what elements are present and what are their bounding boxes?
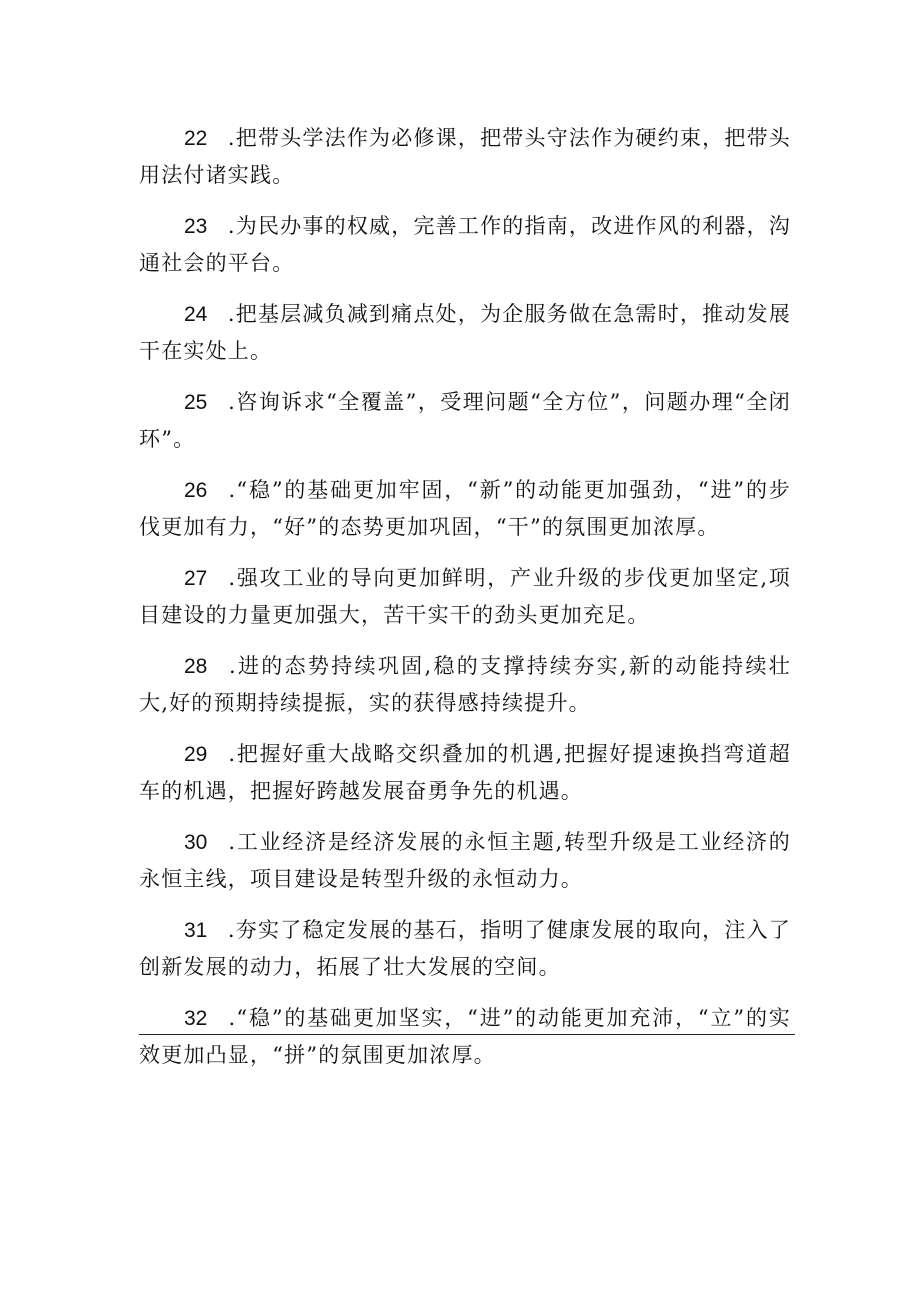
item-text: .进的态势持续巩固,稳的支撑持续夯实,新的动能持续壮大,好的预期持续提振，实的获得感持续提升。 bbox=[139, 654, 791, 715]
numbered-list bbox=[139, 120, 791, 1088]
list-item bbox=[139, 736, 791, 809]
item-text: .“稳”的基础更加牢固，“新”的动能更加强劲，“进”的步伐更加有力，“好”的态势更加巩固，“干”的氛围更加浓厚。 bbox=[139, 478, 791, 539]
item-number: 23 bbox=[184, 215, 208, 238]
list-item bbox=[139, 120, 791, 193]
item-number: 29 bbox=[184, 743, 208, 766]
item-text: .夯实了稳定发展的基石，指明了健康发展的取向，注入了创新发展的动力，拓展了壮大发展的空间。 bbox=[139, 918, 791, 979]
list-item bbox=[139, 560, 791, 633]
item-text: .把基层减负减到痛点处，为企服务做在急需时，推动发展干在实处上。 bbox=[139, 302, 791, 363]
item-number: 22 bbox=[184, 127, 208, 150]
item-number: 30 bbox=[184, 831, 208, 854]
item-number: 32 bbox=[184, 1007, 208, 1030]
list-item bbox=[139, 384, 791, 457]
item-text: .“稳”的基础更加坚实，“进”的动能更加充沛，“立”的实效更加凸显，“拼”的氛围更加浓厚。 bbox=[139, 1006, 791, 1067]
list-item bbox=[139, 208, 791, 281]
item-number: 25 bbox=[184, 391, 208, 414]
item-text: .工业经济是经济发展的永恒主题,转型升级是工业经济的永恒主线，项目建设是转型升级的永恒动力。 bbox=[139, 830, 791, 891]
item-number: 24 bbox=[184, 303, 208, 326]
item-number: 28 bbox=[184, 655, 208, 678]
item-text: .强攻工业的导向更加鲜明，产业升级的步伐更加坚定,项目建设的力量更加强大，苦干实干的劲头更加充足。 bbox=[139, 566, 791, 627]
list-item bbox=[139, 648, 791, 721]
item-text: .把带头学法作为必修课，把带头守法作为硬约束，把带头用法付诸实践。 bbox=[139, 126, 791, 187]
list-item bbox=[139, 824, 791, 897]
list-item bbox=[139, 296, 791, 369]
horizontal-rule bbox=[139, 1034, 795, 1035]
item-text: .咨询诉求“全覆盖”，受理问题“全方位”，问题办理“全闭环”。 bbox=[139, 390, 791, 451]
list-item bbox=[139, 472, 791, 545]
list-item bbox=[139, 1000, 791, 1073]
item-text: .把握好重大战略交织叠加的机遇,把握好提速换挡弯道超车的机遇，把握好跨越发展奋勇争先的机遇。 bbox=[139, 742, 791, 803]
item-number: 26 bbox=[184, 479, 208, 502]
item-number: 31 bbox=[184, 919, 208, 942]
item-number: 27 bbox=[184, 567, 208, 590]
item-text: .为民办事的权威，完善工作的指南，改进作风的利器，沟通社会的平台。 bbox=[139, 214, 791, 275]
list-item bbox=[139, 912, 791, 985]
